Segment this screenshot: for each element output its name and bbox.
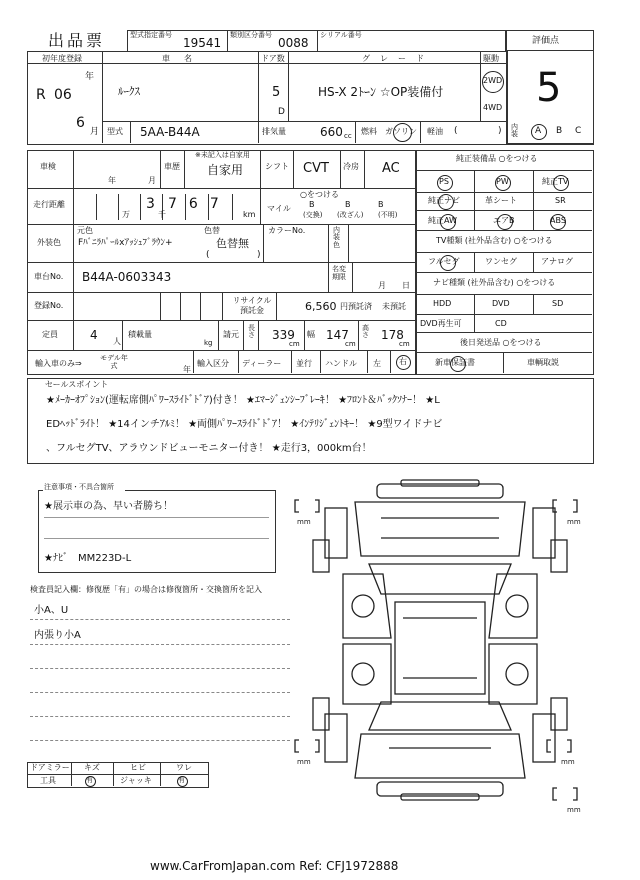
navi-dvd: DVD [492, 299, 510, 308]
doors-label: ドア数 [261, 54, 285, 63]
footer-crack: ヒビ [130, 763, 146, 772]
color-label: 外装色 [37, 238, 61, 247]
sales-points-title: セールスポイント [45, 380, 109, 389]
equip-abs: ABS [550, 216, 566, 225]
usage-note: ※未記入は自家用 [195, 151, 250, 159]
mileage-sen-unit: 千 [158, 210, 166, 219]
drive-2wd: 2WD [483, 76, 503, 85]
parallel-label: 並行 [296, 359, 312, 368]
equip-tv: 純正TV [542, 177, 569, 186]
footer-scratch: キズ [84, 763, 100, 772]
length-value: 339 [272, 328, 295, 342]
model-cert-label: 型式指定番号 [130, 31, 172, 39]
colorno-label: カラーNo. [268, 226, 306, 235]
tsukeru-note: ○をつける [300, 190, 339, 199]
load-unit: kg [204, 339, 213, 347]
tv-fullseg: フルセグ [428, 257, 460, 266]
fuel-label: 燃料 [361, 127, 377, 136]
width-cm: cm [345, 340, 356, 348]
capacity-unit: 人 [113, 337, 121, 346]
equip-sr: SR [555, 196, 566, 205]
name-change-month: 月 [378, 281, 386, 290]
model-year-unit: 年 [183, 365, 191, 374]
interior-c: C [575, 126, 582, 136]
category-label: 類別区分番号 [230, 31, 272, 39]
mark-b-2: B [345, 200, 351, 209]
first-reg-year: 06 [54, 87, 72, 103]
mm-label-rear-right: mm [561, 758, 575, 766]
inspector-line-2: 内張り小A [34, 630, 81, 641]
tampered-label: (改ざん) [337, 211, 364, 219]
eval-score: 5 [536, 65, 562, 111]
car-body-diagram [285, 478, 595, 814]
cooler-label: 冷房 [343, 162, 359, 171]
interior-color-label: 内装色 [333, 226, 340, 249]
mileage-man: 3 [146, 196, 155, 212]
import-class-label: 輸入区分 [197, 359, 229, 368]
displacement-unit: cc [344, 132, 352, 140]
mark-b-1: B [309, 200, 315, 209]
interior-label: 内装 [511, 123, 518, 139]
width-value: 147 [326, 328, 349, 342]
length-label: 長さ [248, 324, 255, 340]
shaken-month-unit: 月 [148, 176, 156, 185]
height-value: 178 [381, 328, 404, 342]
capacity-label: 定員 [42, 330, 58, 339]
import-label: 輸入車のみ⇒ [35, 359, 82, 368]
height-label: 高さ [362, 324, 369, 340]
not-deposited: 未預託 [382, 302, 406, 311]
notes-line-1: ★展示車の為、早い者勝ち！ [44, 501, 173, 512]
footer-jack-mark: 有 [178, 776, 185, 784]
footer-jack: ジャッキ [120, 776, 152, 785]
model-year-label: モデル年式 [100, 354, 128, 370]
capacity-value: 4 [90, 328, 98, 342]
navi-dvd-player: DVD再生可 [420, 319, 462, 328]
displacement-label: 排気量 [262, 127, 286, 136]
mileage-man-unit: 万 [122, 210, 130, 219]
fuel-paren-open: ( [454, 126, 458, 136]
footer-tool: 工具 [40, 776, 56, 785]
exchange-label: (交換) [303, 211, 323, 219]
inspector-line-1: 小A、U [34, 605, 69, 616]
year-unit: 年 [85, 72, 95, 82]
registration-label: 登録No. [34, 301, 64, 310]
navi-kind-title: ナビ種類 (社外品含む) ○をつける [433, 278, 556, 287]
shift-value: CVT [303, 161, 329, 176]
mileage-unit: km [243, 210, 256, 219]
watermark: www.CarFromJapan.com Ref: CFJ1972888 [150, 859, 399, 873]
doors-suffix: D [278, 107, 285, 117]
new-warranty: 新車保証書 [435, 358, 475, 367]
grade-label: グレード [362, 54, 434, 63]
color-value: Fﾊﾞﾆﾗﾊﾟｰﾙxｱｯｼｭﾌﾞﾗｳﾝ+ [78, 238, 173, 248]
color-paren-open: ( [206, 250, 210, 260]
drive-4wd: 4WD [483, 103, 503, 112]
colornum-label: 色替 [204, 226, 220, 235]
tv-analog: アナログ [541, 257, 573, 266]
recycle-value: 6,560 [305, 300, 337, 313]
navi-sd: SD [552, 299, 564, 308]
height-cm: cm [399, 340, 410, 348]
recycle-label: リサイクル預託金 [232, 296, 272, 315]
sheet-title: 出品票 [48, 31, 106, 50]
notes-title: 注意事項・不具合箇所 [44, 483, 114, 491]
equip-aw: 純正AW [428, 216, 457, 225]
length-cm: cm [289, 340, 300, 348]
mileage-label: 走行距離 [33, 200, 65, 209]
color-original-label: 元色 [77, 226, 93, 235]
shaken-label: 車検 [40, 162, 56, 171]
cooler-value: AC [382, 161, 400, 176]
footer-tool-mark: 有 [86, 776, 93, 784]
notes-line-2: ★ﾅﾋﾞ MM223D-L [44, 553, 132, 564]
tv-oneseg: ワンセグ [485, 257, 517, 266]
sales-line-2: EDﾍｯﾄﾞﾗｲﾄ！ ★14インチｱﾙﾐ！ ★両側ﾊﾟﾜｰｽﾗｲﾄﾞﾄﾞｱ！ ★ｲﾝﾃﾘｼﾞｪﾝﾄｷｰ！ ★9型ワイドナビ [46, 419, 443, 430]
usage-value: 自家用 [207, 163, 244, 177]
model-value: 5AA-B44A [140, 125, 200, 139]
car-name: ﾙｰｸｽ [118, 85, 140, 98]
chassis-value: B44A-0603343 [82, 270, 172, 284]
footer-break: ワレ [176, 763, 192, 772]
interior-b: B [556, 126, 563, 136]
interior-a: A [535, 126, 542, 136]
first-reg-month: 6 [76, 115, 85, 131]
mileage-rest: 767 [168, 196, 231, 212]
genuine-title: 純正装備品 ○をつける [456, 154, 538, 163]
color-paren-close: ) [257, 250, 261, 260]
name-change-label: 名変期限 [332, 265, 346, 281]
mm-label-rear-left: mm [297, 758, 311, 766]
fuel-gas: ガソリン [385, 127, 417, 136]
equip-navi: 純正ナビ [428, 196, 460, 205]
shaken-year-unit: 年 [108, 176, 116, 185]
mm-label-front-left: mm [297, 518, 311, 526]
category-value: 0088 [278, 36, 309, 50]
footer-mirror: ドアミラー [30, 763, 70, 772]
equip-airbag: エアB [493, 216, 515, 225]
color-change: 色替無 [216, 237, 249, 250]
name-change-day: 日 [402, 281, 410, 290]
navi-cd: CD [495, 319, 507, 328]
unknown-label: (不明) [378, 211, 398, 219]
month-unit: 月 [90, 127, 100, 137]
right-label: 右 [399, 357, 407, 366]
fuel-diesel: 軽油 [427, 127, 443, 136]
model-label: 型式 [107, 127, 123, 136]
mile-label: マイル [267, 204, 291, 213]
handle-label: ハンドル [325, 359, 357, 368]
displacement-value: 660 [320, 125, 343, 139]
later-docs-title: 後日発送品 ○をつける [460, 338, 542, 347]
first-reg-label: 初年度登録 [42, 54, 82, 63]
doors-value: 5 [272, 85, 281, 100]
grade-value: HS-X 2ﾄｰﾝ ☆OP装備付 [318, 85, 444, 99]
manual: 車輌取説 [527, 358, 559, 367]
model-cert-value: 19541 [183, 36, 222, 50]
sales-line-1: ★ﾒｰｶｰｵﾌﾟｼｮﾝ(運転席側ﾊﾟﾜｰｽﾗｲﾄﾞﾄﾞｱ)付き！ ★ｴﾏｰｼﾞｪﾝｼｰﾌﾞﾚｰｷ！ ★ﾌﾛﾝﾄ＆ﾊﾞｯｸｿﾅｰ！ ★L [46, 395, 440, 406]
shift-label: シフト [265, 162, 289, 171]
sale-label: 請元 [223, 330, 239, 339]
fuel-paren-close: ) [498, 126, 502, 136]
usage-label: 車歴 [164, 162, 180, 171]
eval-label: 評価点 [532, 36, 560, 46]
recycle-suffix: 円預託済 [340, 302, 372, 311]
left-label: 左 [373, 359, 381, 368]
equip-pw: PW [496, 177, 509, 186]
tv-kind-title: TV種類 (社外品含む) ○をつける [436, 236, 553, 245]
mm-label-spare: mm [567, 806, 581, 814]
sales-line-3: 、フルセグTV、アラウンドビューモニター付き！ ★走行3，000km台！ [46, 443, 372, 454]
inspector-title: 検査員記入欄：修復歴「有」の場合は修復箇所・交換箇所を記入 [30, 585, 262, 594]
equip-ps: PS [439, 177, 449, 186]
car-name-label: 車名 [162, 54, 206, 63]
mark-b-3: B [378, 200, 384, 209]
dealer-label: ディーラー [242, 359, 282, 368]
mm-label-front-right: mm [567, 518, 581, 526]
navi-hdd: HDD [433, 299, 452, 308]
era: R [36, 87, 46, 103]
serial-label: シリアル番号 [320, 31, 362, 39]
chassis-label: 車台No. [34, 272, 64, 281]
load-label: 積載量 [128, 330, 152, 339]
equip-leather: 革シート [485, 196, 517, 205]
drive-label: 駆動 [483, 54, 499, 63]
width-label: 幅 [307, 330, 315, 339]
